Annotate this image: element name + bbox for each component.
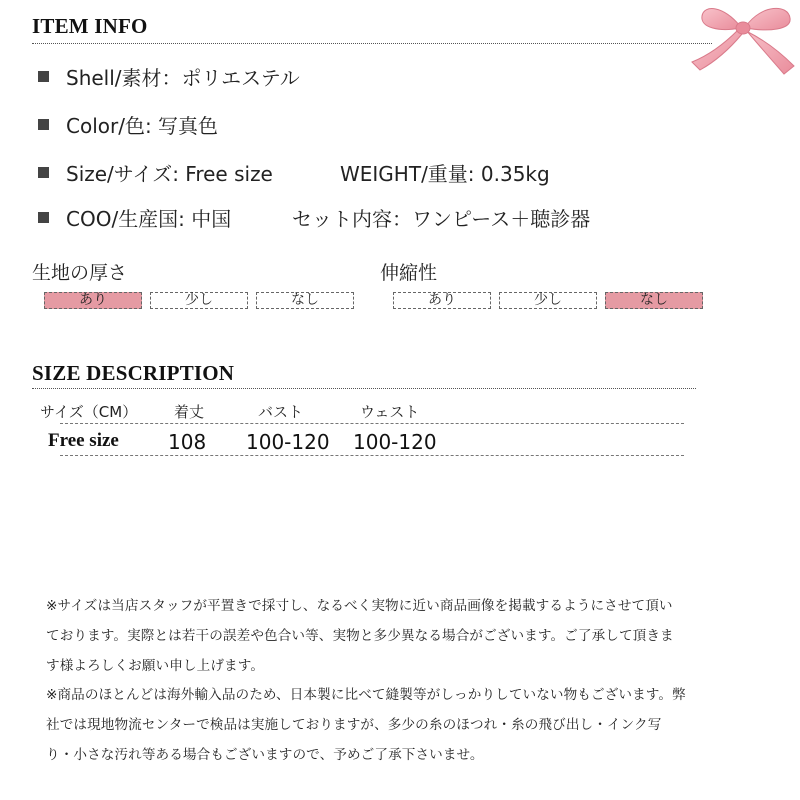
spec-color [38, 110, 218, 139]
item-info-divider [32, 43, 712, 44]
bullet-square-icon [38, 71, 49, 82]
spec-weight [340, 158, 550, 187]
size-table-header-rule [60, 423, 684, 424]
size-row-name: Free size [48, 430, 119, 451]
bullet-square-icon [38, 212, 49, 223]
rating-stretch-title: 伸縮性 [380, 262, 438, 284]
size-col-size: サイズ（CM） [40, 403, 138, 421]
size-description-divider [32, 388, 696, 389]
rating-stretch-option-ari: あり [393, 292, 491, 309]
size-table-bottom-rule [60, 455, 684, 456]
ribbon-bow-icon [684, 0, 800, 82]
size-col-bust: バスト [258, 403, 304, 421]
size-row-waist: 100-120 [353, 430, 437, 454]
rating-thickness-title: 生地の厚さ [32, 262, 128, 284]
rating-thickness-option-nashi: なし [256, 292, 354, 309]
rating-thickness-option-sukoshi: 少し [150, 292, 248, 309]
size-description-heading: SIZE DESCRIPTION [32, 361, 235, 385]
bullet-square-icon [38, 167, 49, 178]
spec-color-text: Color/色: 写真色 [66, 114, 219, 138]
rating-thickness-option-ari: あり [44, 292, 142, 309]
spec-set [292, 203, 590, 232]
spec-set-text: セット内容：ワンピース＋聴診器 [292, 207, 591, 231]
size-row-length: 108 [168, 430, 207, 454]
rating-thickness-scale [44, 292, 364, 310]
rating-stretch-scale [393, 292, 713, 310]
note-quality: ※商品のほとんどは海外輸入品のため、日本製に比べて縫製等がしっかりしていない物もございます。弊社では現地物流センターで検品は実施しておりますが、多少の糸のほつれ・糸の飛び出し・インク写り・小さな汚れ等ある場合もございますので、予めご了承下さいませ。 [46, 687, 686, 763]
rating-stretch-option-sukoshi: 少し [499, 292, 597, 309]
spec-size [38, 158, 273, 187]
size-row-bust: 100-120 [246, 430, 330, 454]
spec-coo [38, 203, 231, 232]
size-col-length: 着丈 [174, 403, 205, 421]
spec-weight-text: WEIGHT/重量: 0.35kg [340, 162, 550, 186]
rating-stretch-option-nashi: なし [605, 292, 703, 309]
spec-coo-text: COO/生産国: 中国 [66, 207, 232, 231]
note-measurement: ※サイズは当店スタッフが平置きで採寸し、なるべく実物に近い商品画像を掲載するようにさせて頂いております。実際とは若干の誤差や色合い等、実物と多少異なる場合がございます。ご了承して頂きます様よろしくお願い申し上げます。 [46, 598, 674, 674]
spec-size-text: Size/サイズ: Free size [66, 162, 273, 186]
spec-material-text: Shell/素材：ポリエステル [66, 66, 300, 90]
bullet-square-icon [38, 119, 49, 130]
spec-material [38, 62, 300, 91]
size-col-waist: ウェスト [360, 403, 420, 421]
item-info-heading: ITEM INFO [32, 14, 148, 38]
